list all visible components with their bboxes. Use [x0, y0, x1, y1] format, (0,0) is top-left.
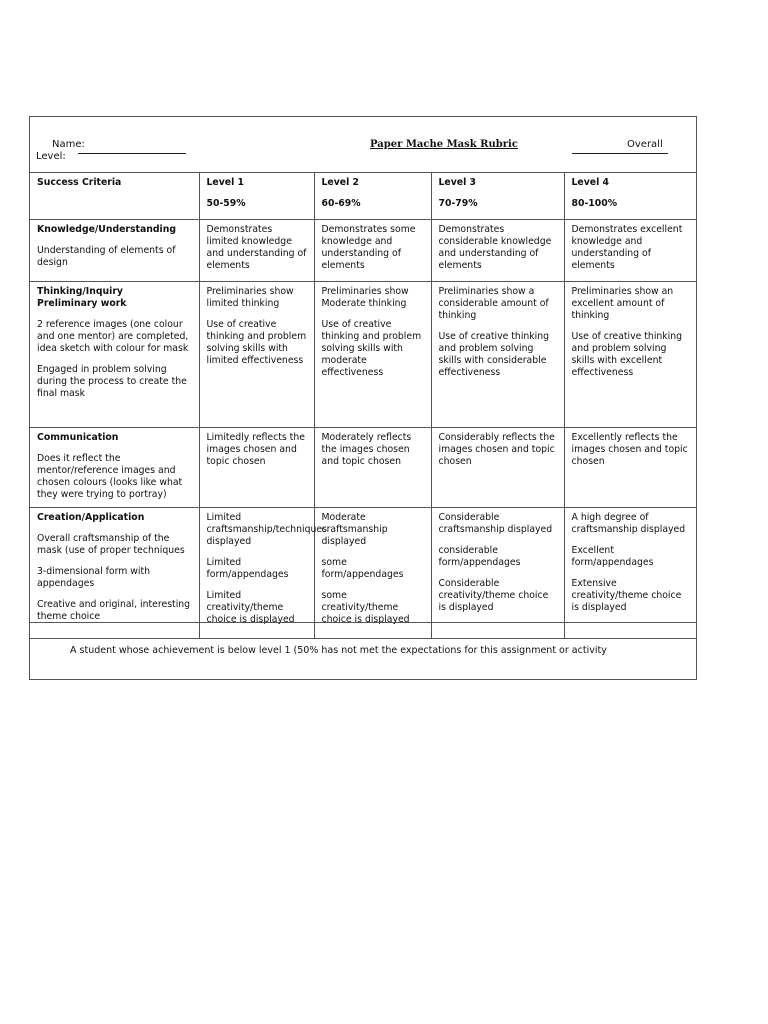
table-row: [30, 427, 696, 507]
level-cell: Demonstrates considerable knowledge and understanding of elements: [431, 219, 564, 281]
level-cell: Preliminaries show a considerable amount of thinking Use of creative thinking and problem solving skills with considerable effectiveness: [431, 281, 564, 427]
table-header-row: [30, 173, 696, 219]
level-cell: Preliminaries show Moderate thinking Use of creative thinking and problem solving skills with moderate effectiveness: [314, 281, 431, 427]
name-label: Name:: [52, 139, 85, 150]
level-cell: Preliminaries show an excellent amount of thinking Use of creative thinking and problem solving skills with excellent effectiveness: [564, 281, 696, 427]
criteria-cell: Thinking/Inquiry Preliminary work 2 reference images (one colour and one mentor) are completed, idea sketch with colour for mask Engaged in problem solving during the process to create the final mask: [30, 281, 199, 427]
rubric-title: Paper Mache Mask Rubric: [370, 139, 518, 150]
level-cell: Demonstrates some knowledge and understanding of elements: [314, 219, 431, 281]
table-row: [30, 281, 696, 427]
level-cell: Demonstrates limited knowledge and understanding of elements: [199, 219, 314, 281]
criteria-cell: Communication Does it reflect the mentor/reference images and chosen colours (looks like what they were trying to portray): [30, 427, 199, 507]
level-cell: A high degree of craftsmanship displayed Excellent form/appendages Extensive creativity/theme choice is displayed: [564, 507, 696, 638]
column-header: Level 1 50-59%: [199, 173, 314, 219]
level-cell: Demonstrates excellent knowledge and understanding of elements: [564, 219, 696, 281]
rubric-footer: [30, 622, 696, 680]
level-cell: Considerably reflects the images chosen and topic chosen: [431, 427, 564, 507]
column-header: Level 2 60-69%: [314, 173, 431, 219]
column-header: Level 4 80-100%: [564, 173, 696, 219]
level-cell: Moderately reflects the images chosen and topic chosen: [314, 427, 431, 507]
name-blank-line: [78, 153, 186, 154]
level-label: Level:: [36, 151, 66, 162]
criteria-cell: Creation/Application Overall craftsmanship of the mask (use of proper techniques 3-dimensional form with appendages Creative and original, interesting theme choice: [30, 507, 199, 638]
rubric-table: [30, 173, 696, 639]
table-row: [30, 507, 696, 638]
level-cell: Limited craftsmanship/techniques displayed Limited form/appendages Limited creativity/theme choice is displayed: [199, 507, 314, 638]
level-cell: Limitedly reflects the images chosen and topic chosen: [199, 427, 314, 507]
rubric-header: [30, 117, 696, 173]
overall-blank-line: [572, 153, 668, 154]
column-header: Level 3 70-79%: [431, 173, 564, 219]
level-cell: Excellently reflects the images chosen and topic chosen: [564, 427, 696, 507]
rubric-document: [29, 116, 697, 680]
level-cell: Preliminaries show limited thinking Use of creative thinking and problem solving skills with limited effectiveness: [199, 281, 314, 427]
overall-label: Overall: [627, 139, 663, 150]
table-row: [30, 219, 696, 281]
level-cell: Considerable craftsmanship displayed considerable form/appendages Considerable creativity/theme choice is displayed: [431, 507, 564, 638]
level-cell: Moderate craftsmanship displayed some form/appendages some creativity/theme choice is displayed: [314, 507, 431, 638]
column-header: Success Criteria: [30, 173, 199, 219]
criteria-cell: Knowledge/Understanding Understanding of elements of design: [30, 219, 199, 281]
below-level-note: A student whose achievement is below level 1 (50% has not met the expectations for this assignment or activity: [70, 645, 607, 656]
